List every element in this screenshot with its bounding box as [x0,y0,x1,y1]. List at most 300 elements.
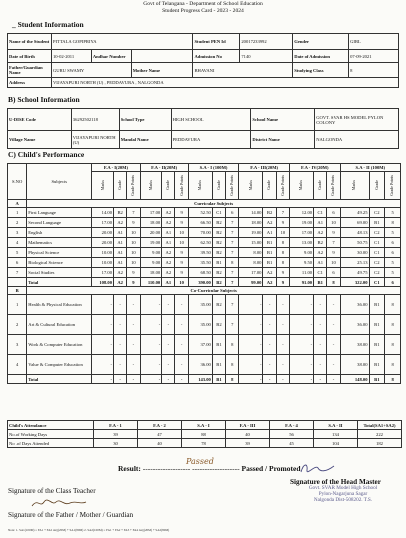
subject-name: Art & Cultural Education [27,315,92,335]
score-cell: A1 [263,228,276,238]
total-cell: 108.00 [92,278,114,287]
score-cell: - [290,295,314,315]
score-cell: - [290,355,314,375]
score-cell: C1 [369,238,385,248]
co-subject-row [8,295,401,315]
score-cell: - [290,315,314,335]
score-cell: 7 [327,238,340,248]
row-number: 3 [8,335,27,355]
co-total-row [8,375,401,384]
score-cell: 15.00 [239,238,263,248]
attendance-header: F.A - III [226,421,270,430]
subject-name: English [27,228,92,238]
score-cell: 9.00 [290,248,314,258]
score-cell: B1 [369,315,385,335]
score-cell: - [175,355,188,375]
score-cell: A2 [162,248,175,258]
score-cell: 6 [385,238,401,248]
assessment-subheader-label: Marks [99,179,105,191]
subject-name: Health & Physical Education [27,295,92,315]
head-master-signature [298,460,338,481]
score-cell: - [92,355,114,375]
row-number: 5 [8,248,27,258]
score-cell: B2 [212,268,225,278]
score-cell: B2 [212,238,225,248]
score-cell: - [127,335,140,355]
score-cell: - [162,315,175,335]
result-tail: Passed / Promoted [241,464,301,473]
assessment-subheader [127,172,140,200]
score-cell: B1 [212,355,225,375]
score-cell: 9 [276,268,289,278]
score-cell: A2 [114,218,127,228]
assessment-subheader-label: Grade [165,180,171,190]
school-name-value: GOVT. SVAR HS MODEL PYLON COLONY [315,109,399,131]
score-cell: - [327,375,340,384]
assessment-subheader [239,172,263,200]
assessment-subheader-label: Grade [117,180,123,190]
score-cell: B1 [369,355,385,375]
row-number: 3 [8,228,27,238]
score-cell: C1 [212,208,225,218]
school-stamp [288,485,398,503]
subject-name: Second Language [27,218,92,228]
score-cell: - [175,375,188,384]
score-cell: 9 [175,218,188,228]
score-cell: 13.00 [290,238,314,248]
score-cell: - [140,295,162,315]
result-label: Result: [118,464,141,473]
subject-name: Biological Science [27,258,92,268]
score-cell: B1 [263,248,276,258]
score-cell: 39.50 [188,248,212,258]
gender-value: GIRL [349,34,399,50]
admission-label: Admission No [193,50,240,63]
assessment-subheader-label: Marks [351,179,357,191]
father-label: Father/Guardian Name [8,63,52,78]
stamp-line2: Pylon-Nagarjuna Sagar [318,491,368,497]
score-cell: A1 [114,228,127,238]
score-cell: - [127,375,140,384]
score-cell: 38.00 [340,335,369,355]
score-cell: - [114,355,127,375]
score-cell: A2 [314,228,327,238]
subject-row [8,268,401,278]
attendance-value: 45 [270,439,314,448]
score-cell: - [175,315,188,335]
attendance-header: Total(SA1+SA2) [358,421,402,430]
subject-row [8,258,401,268]
score-cell: 62.50 [188,238,212,248]
attendance-value: 40 [226,430,270,439]
score-cell: - [290,375,314,384]
attendance-value: 222 [358,430,402,439]
score-cell: 36.00 [340,295,369,315]
dob-value: 10-02-2011 [51,50,91,63]
total-cell: 6 [385,278,401,287]
score-cell: 143.00 [188,375,212,384]
total-cell: A1 [162,278,175,287]
admission-date-label: Date of Admission [293,50,349,63]
score-cell: - [92,315,114,335]
score-cell: B1 [263,258,276,268]
assessment-subheader-label: Grade Points [130,174,136,196]
score-cell: A2 [162,268,175,278]
score-cell: 5 [385,268,401,278]
pen-label: Student PEN Id [193,34,240,50]
score-cell: - [114,335,127,355]
score-cell: 14.00 [92,208,114,218]
score-cell: - [127,355,140,375]
student-info-table [7,33,399,88]
score-cell: - [239,335,263,355]
score-cell: 38.00 [340,355,369,375]
score-cell: 18.00 [239,218,263,228]
assessment-subheader-label: Grade Points [229,174,235,196]
assessment-subheader [290,172,314,200]
score-cell: 11.00 [290,268,314,278]
score-cell: A1 [114,238,127,248]
attendance-header: Child's Attendance [8,421,94,430]
score-cell: A1 [114,248,127,258]
row-number: 7 [8,268,27,278]
attendance-header: F.A - 1 [94,421,138,430]
score-cell: 7 [226,315,239,335]
attendance-value: 40 [138,439,182,448]
score-cell: A1 [314,218,327,228]
score-cell: 69.00 [340,218,369,228]
score-cell: B1 [369,218,385,228]
attendance-header: F.A - 4 [270,421,314,430]
score-cell: 5 [385,228,401,238]
sno-header: S.NO [8,164,27,200]
attendance-value: 47 [138,430,182,439]
assessment-subheader-label: Marks [247,179,253,191]
score-cell: A1 [114,258,127,268]
total-cell: 7 [226,278,239,287]
class-label: Studying Class [293,63,349,78]
district-label: District Name [251,131,315,149]
score-cell: - [114,315,127,335]
score-cell: B2 [314,238,327,248]
score-cell: - [263,335,276,355]
dob-label: Date of Birth [8,50,52,63]
assessment-subheader-label: Grade Points [330,174,336,196]
score-cell: C1 [314,208,327,218]
score-cell: A1 [162,238,175,248]
score-cell: - [314,335,327,355]
assessment-subheader [276,172,289,200]
score-cell: 9 [175,268,188,278]
attendance-value: 56 [270,430,314,439]
score-cell: - [263,355,276,375]
total-cell: 9 [276,278,289,287]
score-cell: - [162,335,175,355]
score-cell: - [314,315,327,335]
score-cell: 10 [276,228,289,238]
co-subject-row [8,315,401,335]
score-cell: - [127,315,140,335]
score-cell: 12.00 [290,208,314,218]
score-cell: 19.00 [239,228,263,238]
aadhar-label: Andhar Number [91,50,131,63]
score-cell: 7 [127,208,140,218]
score-cell: 6 [327,208,340,218]
subject-row [8,248,401,258]
score-cell: 8 [276,238,289,248]
score-cell: - [127,295,140,315]
total-label: Total [27,278,92,287]
assessment-subheader [314,172,327,200]
score-cell: 6 [327,268,340,278]
school-info-heading: B) School Information [8,95,80,104]
subject-name: Value & Computer Education [27,355,92,375]
score-cell: - [162,295,175,315]
score-cell: 10 [327,258,340,268]
stamp-line1: Govt. SVAR Model High School [308,485,378,491]
score-cell: - [327,355,340,375]
address-value: VIJAYAPURI NORTH (U) , PEDDAVURA , NALGONDA [51,78,398,88]
score-cell: 14.00 [239,208,263,218]
score-cell: 8.00 [239,248,263,258]
score-cell: 35.00 [188,295,212,315]
assessment-subheader-label: Marks [197,179,203,191]
header-line2: Student Progress Card - 2023 - 2024 [162,7,244,14]
assessment-subheader [92,172,114,200]
score-cell: - [276,335,289,355]
score-cell: 8 [226,258,239,268]
score-cell: - [276,295,289,315]
subject-name: Physical Science [27,248,92,258]
score-cell: 17.00 [140,208,162,218]
class-value: 8 [349,63,399,78]
score-cell: - [239,355,263,375]
assessment-subheader [175,172,188,200]
assessment-group-header: S.A - I (100M) [188,164,239,172]
score-cell: - [175,335,188,355]
gender-label: Gender [293,34,349,50]
score-cell: 48.13 [340,228,369,238]
mandal-value: PEDDAVURA [171,131,251,149]
assessment-subheader-label: Grade [266,180,272,190]
assessment-group-header: F.A - II(20M) [140,164,188,172]
score-cell: 9.50 [290,258,314,268]
assessment-subheader [327,172,340,200]
score-cell: 8 [385,295,401,315]
total-label: Total [27,375,92,384]
score-cell: 20.00 [140,228,162,238]
score-cell: 10 [175,228,188,238]
total-cell: 8 [327,278,340,287]
score-cell: 66.50 [188,218,212,228]
score-cell: C2 [369,258,385,268]
village-label: Village Name [8,131,72,149]
assessment-subheader-label: Grade [373,180,379,190]
assessment-subheader [114,172,127,200]
total-cell: 10 [175,278,188,287]
row-number: 4 [8,238,27,248]
score-cell: - [114,295,127,315]
aadhar-value [131,50,193,63]
attendance-value: 78 [182,439,226,448]
score-cell: C2 [369,228,385,238]
score-cell: 9 [327,228,340,238]
score-cell: 18.00 [140,218,162,228]
score-cell: 8 [385,375,401,384]
score-cell: C2 [369,208,385,218]
score-cell: B1 [369,375,385,384]
mother-label: Mother Name [131,63,193,78]
attendance-value: 88 [182,430,226,439]
score-cell: 7 [226,248,239,258]
footnote: Note: 1. SA1(100M) = FA1 + FA2 Avg(20M) + SA1(80M) 2. SA2(100M) = FA1 + FA2 + FA3 + FA4 Avg(20M) + SA2(80M) [8,528,170,532]
assessment-subheader-label: Grade Points [279,174,285,196]
score-cell: 10 [127,238,140,248]
total-cell: 9 [127,278,140,287]
score-cell: 49.25 [340,208,369,218]
student-info-heading: _ Student Information [12,20,84,29]
score-cell: 49.75 [340,268,369,278]
assessment-subheader [212,172,225,200]
score-cell: 5 [385,258,401,268]
score-cell: - [239,375,263,384]
assessment-subheader [162,172,175,200]
result-handwritten: Passed [186,457,214,466]
subject-name: Mathematics [27,238,92,248]
score-cell: 9 [175,248,188,258]
attendance-value: 182 [358,439,402,448]
attendance-table [7,420,402,448]
total-cell: B1 [314,278,327,287]
score-cell: - [276,315,289,335]
subject-row [8,208,401,218]
assessment-subheader [369,172,385,200]
hm-signature-scribble [298,460,338,476]
stamp-line3: Nalgonda Dist-508202. T.S. [313,497,373,503]
card-header [0,1,406,14]
assessment-subheader [263,172,276,200]
score-cell: 50.75 [340,238,369,248]
pen-value: 20017233992 [240,34,293,50]
score-cell: A2 [162,208,175,218]
attendance-value: 30 [94,439,138,448]
score-cell: 6 [226,208,239,218]
score-cell: - [239,295,263,315]
total-cell: C1 [369,278,385,287]
score-cell: A2 [263,268,276,278]
attendance-value: 39 [94,430,138,439]
score-cell: 8.00 [239,258,263,268]
class-teacher-signature-label: Signature of the Class Teacher [8,487,96,495]
score-cell: 70.00 [188,228,212,238]
score-cell: A2 [162,258,175,268]
score-cell: A2 [314,248,327,258]
attendance-row [8,439,402,448]
teacher-signature-scribble [30,496,90,510]
assessment-subheader [385,172,401,200]
score-cell: 36.00 [340,315,369,335]
attendance-row [8,430,402,439]
district-value: NALGONDA [315,131,399,149]
score-cell: 35.50 [188,258,212,268]
assessment-subheader [226,172,239,200]
udise-value: 36292502118 [71,109,119,131]
score-cell: B1 [263,238,276,248]
score-cell: - [162,375,175,384]
attendance-header: S.A - I [182,421,226,430]
score-cell: 6 [385,248,401,258]
subject-row [8,238,401,248]
mandal-label: Mandal Name [119,131,171,149]
score-cell: A2 [114,268,127,278]
score-cell: 18.00 [140,268,162,278]
row-number: 2 [8,218,27,228]
total-cell: 110.00 [140,278,162,287]
score-cell: 10 [127,248,140,258]
score-cell: 68.50 [188,268,212,278]
score-cell: 10.00 [92,258,114,268]
performance-table [7,163,401,384]
score-cell: - [263,295,276,315]
score-cell: 8 [276,258,289,268]
score-cell: 7 [226,268,239,278]
score-cell: - [140,335,162,355]
score-cell: 148.00 [340,375,369,384]
score-cell: 17.00 [92,268,114,278]
score-cell: - [162,355,175,375]
row-number [8,375,27,384]
score-cell: 9 [127,268,140,278]
score-cell: - [290,335,314,355]
subject-name: First Language [27,208,92,218]
assessment-subheader-label: Grade [215,180,221,190]
score-cell: B1 [369,295,385,315]
score-cell: - [263,375,276,384]
school-type-value: HIGH SCHOOL [171,109,251,131]
student-name: PITTALA GOPIPRIYA [51,34,193,50]
score-cell: - [239,315,263,335]
row-number: 2 [8,315,27,335]
assessment-group-header: F.A - IV(20M) [290,164,341,172]
score-cell: B2 [212,218,225,228]
score-cell: C1 [369,248,385,258]
subject-row [8,228,401,238]
row-number: 1 [8,295,27,315]
score-cell: 8 [276,248,289,258]
head-master-signature-label: Signature of the Head Master [290,478,381,486]
admission-value: 7140 [240,50,293,63]
score-cell: A2 [263,218,276,228]
subject-name: Work & Computer Education [27,335,92,355]
score-cell: 37.00 [188,335,212,355]
section-letter: A [8,200,27,208]
score-cell: B1 [369,335,385,355]
name-label: Name of the Student [8,34,52,50]
section-letter: B [8,287,27,295]
attendance-value: 104 [314,439,358,448]
score-cell: 9 [175,208,188,218]
subject-row [8,218,401,228]
assessment-subheader-label: Grade [317,180,323,190]
mother-value: BHAVANI [193,63,293,78]
score-cell: 52.50 [188,208,212,218]
score-cell: - [263,315,276,335]
score-cell: B1 [212,335,225,355]
score-cell: B1 [212,258,225,268]
attendance-header: S.A - II [314,421,358,430]
score-cell: - [92,295,114,315]
score-cell: 35.00 [188,315,212,335]
